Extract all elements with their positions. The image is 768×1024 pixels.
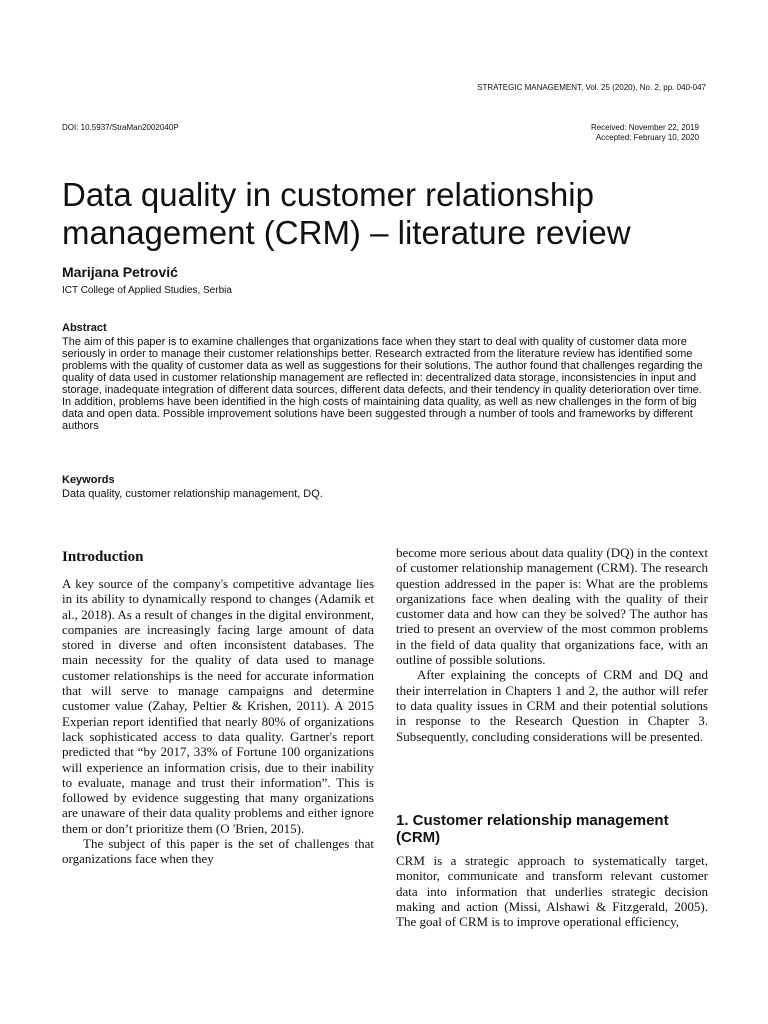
doi: DOI: 10.5937/StraMan2002040P [62, 123, 179, 132]
section-1-heading: 1. Customer relationship management (CRM) [396, 812, 669, 846]
section-1-body [396, 853, 708, 929]
paper-title: Data quality in customer relationship management (CRM) – literature review [62, 176, 631, 251]
journal-citation: STRATEGIC MANAGEMENT, Vol. 25 (2020), No. 2, pp. 040-047 [477, 83, 706, 92]
keywords-text: Data quality, customer relationship management, DQ. [62, 488, 323, 500]
right-column [396, 545, 708, 744]
keywords-heading: Keywords [62, 474, 115, 486]
abstract-heading: Abstract [62, 322, 107, 334]
author-affiliation: ICT College of Applied Studies, Serbia [62, 285, 232, 296]
author-name: Marijana Petrović [62, 264, 178, 280]
introduction-heading: Introduction [62, 549, 144, 565]
accepted-date: Accepted: February 10, 2020 [595, 133, 699, 142]
intro-paragraph-3: After explaining the concepts of CRM and DQ and their interrelation in Chapters 1 and 2, the author will refer to data quality issues in CRM and their potential solutions in response to the Research Question in Chapter 3. Subsequently, concluding considerations will be presented. [396, 667, 708, 744]
abstract-text: The aim of this paper is to examine challenges that organizations face when they start to deal with quality of customer data more seriously in order to manage their customer relationships better. Research extracted from the literature review has identified some problems with the quality of customer data as well as suggestions for their solutions. The author found that challenges regarding the quality of data used in customer relationship management are reflected in: decentralized data storage, inconsistencies in input and storage, inadequate integration of different data sources, different data defects, and their tendency in quality deterioration over time. In addition, problems have been identified in the high costs of maintaining data quality, as well as new challenges in the form of big data and open data. Possible improvement solutions have been suggested through a number of tools and frameworks by different authors [62, 336, 703, 432]
dates [591, 123, 699, 143]
intro-paragraph-1: A key source of the company's competitive advantage lies in its ability to dynamically respond to changes (Adamik et al., 2018). As a result of changes in the digital environment, companies are increasingly facing large amount of data stored in diverse and often inconsistent databases. The main necessity for the quality of data used to manage customer relationships is the need for accurate information that will serve to manage campaigns and determine customer value (Zahay, Peltier & Krishen, 2011). A 2015 Experian report identified that nearly 80% of organizations lack sophisticated access to data quality. Gartner's report predicted that “by 2017, 33% of Fortune 100 organizations will experience an information crisis, due to their inability to evaluate, manage and trust their information”. This is followed by evidence suggesting that many organizations are unaware of their data quality problems and either ignore them or don’t prioritize them (O 'Brien, 2015). [62, 576, 374, 836]
section-1-paragraph-1: CRM is a strategic approach to systematically target, monitor, communicate and transform relevant customer data into information that underlies strategic decision making and action (Missi, Alshawi & Fitzgerald, 2005). The goal of CRM is to improve operational efficiency, [396, 853, 708, 930]
received-date: Received: November 22, 2019 [590, 123, 699, 132]
left-column [62, 576, 374, 867]
intro-paragraph-2-start: The subject of this paper is the set of challenges that organizations face when they [62, 836, 374, 867]
intro-paragraph-2-end: become more serious about data quality (DQ) in the context of customer relationship management (CRM). The research question addressed in the paper is: What are the problems organizations face when dealing with the quality of their customer data and how can they be solved? The author has tried to present an overview of the most common problems in the field of data quality that organizations face, with an outline of possible solutions. [396, 545, 708, 668]
